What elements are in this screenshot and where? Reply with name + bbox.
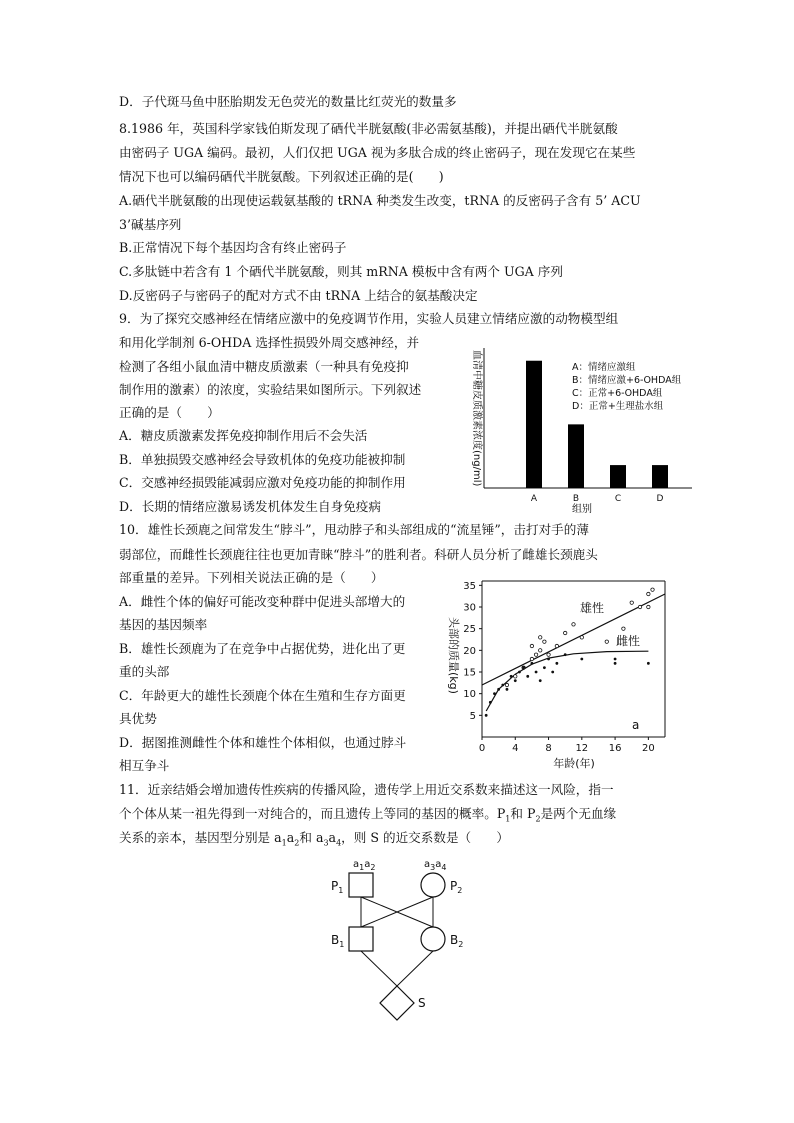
b1-male-square bbox=[349, 927, 373, 951]
q10-option-d-cont: 相互争斗 bbox=[119, 758, 170, 773]
x-tick-label: 4 bbox=[512, 743, 519, 754]
q10-stem-2: 弱部位，而雌性长颈鹿往往也更加青睐“脖斗”的胜利者。科研人员分析了雌雄长颈鹿头 bbox=[119, 547, 598, 562]
bar-tick-D: D bbox=[656, 494, 664, 504]
female-point bbox=[614, 658, 617, 661]
q9-stem-1: 9．为了探究交感神经在情绪应激中的免疫调节作用，实验人员建立情绪应激的动物模型组 bbox=[119, 311, 619, 326]
b2-female-circle bbox=[421, 927, 445, 951]
female-point bbox=[506, 688, 509, 691]
male-point bbox=[534, 653, 537, 656]
y-tick-label: 30 bbox=[463, 602, 476, 614]
q9-option-d: D．长期的情绪应激易诱发机体发生自身免疫病 bbox=[119, 499, 381, 514]
p1-label: $P_1$ bbox=[331, 879, 344, 895]
q10-stem-1: 10．雄性长颈鹿之间常发生“脖斗”，甩动脖子和头部组成的“流星锤”，击打对手的薄 bbox=[119, 522, 589, 537]
male-point bbox=[555, 644, 558, 647]
female-point bbox=[485, 714, 488, 717]
q10-option-a-cont: 基因的基因频率 bbox=[119, 617, 208, 632]
q9-option-b: B．单独损毁交感神经会导致机体的免疫功能被抑制 bbox=[119, 452, 406, 467]
q11-sub-a1: 1 bbox=[281, 838, 287, 848]
male-point bbox=[638, 605, 641, 608]
scatter-chart bbox=[440, 577, 670, 772]
male-point bbox=[630, 601, 633, 604]
x-tick-label: 0 bbox=[478, 743, 486, 754]
q11-stem-2-and: 和 P bbox=[510, 806, 536, 821]
x-tick-label: 20 bbox=[641, 743, 655, 754]
female-point bbox=[555, 662, 558, 665]
scatter-panel-label: a bbox=[632, 718, 640, 732]
male-point bbox=[547, 653, 550, 656]
q9-stem-5: 正确的是（ ） bbox=[119, 405, 220, 420]
q11-sub-a3: 3 bbox=[323, 838, 329, 848]
female-point bbox=[522, 666, 525, 669]
female-point bbox=[497, 688, 500, 691]
x-tick-label: 12 bbox=[575, 743, 589, 754]
b2-label: $B_2$ bbox=[450, 933, 464, 949]
q7-option-d: D．子代斑马鱼中胚胎期发无色荧光的数量比红荧光的数量多 bbox=[119, 94, 457, 109]
scatter-xlabel: 年龄(年) bbox=[553, 757, 595, 770]
q8-stem-2: 由密码子 UGA 编码。最初，人们仅把 UGA 视为多肽合成的终止密码子，现在发现它在某些 bbox=[119, 145, 636, 160]
q8-option-a-cont: 3’碱基序列 bbox=[119, 217, 182, 232]
q10-option-a: A．雌性个体的偏好可能改变种群中促进头部增大的 bbox=[119, 594, 406, 609]
p1-male-square bbox=[349, 873, 373, 897]
female-label: 雌性 bbox=[616, 634, 641, 648]
male-point bbox=[539, 636, 542, 639]
q8-option-b: B.正常情况下每个基因均含有终止密码子 bbox=[119, 240, 347, 255]
q10-option-b-cont: 重的头部 bbox=[119, 664, 170, 679]
q9-stem-2: 和用化学制剂 6-OHDA 选择性损毁外周交感神经，并 bbox=[119, 335, 420, 350]
y-tick-label: 20 bbox=[463, 645, 476, 657]
q9-stem-4: 制作用的激素）的浓度，实验结果如图所示。下列叙述 bbox=[119, 382, 422, 397]
q11-a: a bbox=[286, 830, 295, 845]
q8-option-d: D.反密码子与密码子的配对方式不由 tRNA 上结合的氨基酸决定 bbox=[119, 288, 478, 303]
pedigree-diagram bbox=[320, 852, 480, 1032]
q9-stem-3: 检测了各组小鼠血清中糖皮质激素（一种具有免疫抑 bbox=[119, 359, 409, 374]
female-point bbox=[526, 675, 529, 678]
q11-sub-a4: 4 bbox=[336, 838, 342, 848]
male-point bbox=[505, 683, 508, 686]
bar-legend-a: A：情绪应激组 bbox=[572, 362, 636, 373]
male-point bbox=[530, 657, 533, 660]
y-tick-label: 15 bbox=[463, 667, 476, 679]
p2-female-circle bbox=[421, 873, 445, 897]
y-tick-label: 25 bbox=[463, 624, 476, 636]
bar-legend-b: B：情绪应激+6-OHDA组 bbox=[572, 375, 682, 386]
bar-D bbox=[652, 465, 668, 488]
q11-sub-p1: 1 bbox=[505, 814, 511, 824]
q9-option-c: C．交感神经损毁能减弱应激对免疫功能的抑制作用 bbox=[119, 475, 406, 490]
bar-legend-d: D：正常+生理盐水组 bbox=[572, 401, 664, 412]
bar-xlabel: 组别 bbox=[572, 504, 592, 515]
s-label: S bbox=[418, 996, 426, 1010]
female-point bbox=[543, 666, 546, 669]
q10-option-c: C．年龄更大的雄性长颈鹿个体在生殖和生存方面更 bbox=[119, 688, 406, 703]
q8-option-a: A.硒代半胱氨酸的出现使运载氨基酸的 tRNA 种类发生改变，tRNA 的反密码子含有 5’ ACU bbox=[119, 193, 641, 208]
q11-stem-3 bbox=[119, 830, 509, 852]
p2-genotype: $a_3a_4$ bbox=[424, 859, 447, 872]
s-diamond bbox=[380, 986, 414, 1020]
male-point bbox=[572, 623, 575, 626]
bar-tick-A: A bbox=[530, 494, 538, 504]
male-point bbox=[605, 640, 608, 643]
male-point bbox=[543, 640, 546, 643]
female-point bbox=[547, 658, 550, 661]
q11-stem-3-tail: ，则 S 的近交系数是（ ） bbox=[341, 830, 509, 845]
female-point bbox=[539, 679, 542, 682]
female-point bbox=[580, 658, 583, 661]
b1-s-line bbox=[361, 951, 397, 986]
q10-stem-3: 部重量的差异。下列相关说法正确的是（ ） bbox=[119, 570, 384, 585]
female-point bbox=[514, 679, 517, 682]
male-label: 雄性 bbox=[580, 601, 605, 615]
y-tick-label: 35 bbox=[463, 580, 476, 592]
bar-tick-C: C bbox=[614, 494, 622, 504]
male-point bbox=[539, 649, 542, 652]
q8-stem-1: 8.1986 年，英国科学家钱伯斯发现了硒代半胱氨酸(非必需氨基酸)，并提出硒代半胱氨酸 bbox=[119, 121, 618, 136]
q8-option-c: C.多肽链中若含有 1 个硒代半胱氨酸，则其 mRNA 模板中含有两个 UGA 序列 bbox=[119, 264, 563, 279]
q8-stem-3: 情况下也可以编码硒代半胱氨酸。下列叙述正确的是( ) bbox=[119, 169, 444, 184]
female-point bbox=[510, 675, 513, 678]
female-point bbox=[551, 671, 554, 674]
q10-option-c-cont: 具优势 bbox=[119, 711, 157, 726]
q11-stem-2 bbox=[119, 806, 616, 828]
bar-ylabel: 血清中糖皮质激素浓度(ng/ml) bbox=[471, 350, 482, 487]
q11-a2: a bbox=[328, 830, 337, 845]
male-point bbox=[647, 592, 650, 595]
female-point bbox=[614, 662, 617, 665]
female-point bbox=[535, 671, 538, 674]
male-point bbox=[530, 644, 533, 647]
male-point bbox=[647, 605, 650, 608]
q10-option-b: B．雄性长颈鹿为了在竞争中占据优势，进化出了更 bbox=[119, 641, 406, 656]
male-point bbox=[563, 631, 566, 634]
q11-sub-a2: 2 bbox=[294, 838, 300, 848]
female-trend-line bbox=[486, 651, 648, 711]
male-point bbox=[651, 588, 654, 591]
bar-B bbox=[568, 424, 584, 488]
q11-sub-p2: 2 bbox=[535, 814, 541, 824]
x-tick-label: 16 bbox=[608, 743, 622, 754]
q11-stem-1: 11．近亲结婚会增加遗传性疾病的传播风险，遗传学上用近交系数来描述这一风险，指一 bbox=[119, 782, 614, 797]
bar-tick-B: B bbox=[572, 494, 580, 504]
bar-C bbox=[610, 465, 626, 488]
male-point bbox=[514, 675, 517, 678]
b1-label: $B_1$ bbox=[331, 933, 345, 949]
bar-A bbox=[526, 361, 542, 488]
female-point bbox=[501, 684, 504, 687]
male-point bbox=[622, 627, 625, 630]
q11-stem-2-tail: 是两个无血缘 bbox=[540, 806, 617, 821]
y-tick-label: 5 bbox=[469, 710, 476, 722]
female-point bbox=[531, 662, 534, 665]
y-tick-label: 10 bbox=[463, 689, 476, 701]
female-point bbox=[493, 692, 496, 695]
q11-stem-2-text: 个个体从某一祖先得到一对纯合的，而且遗传上等同的基因的概率。P bbox=[119, 806, 506, 821]
female-point bbox=[647, 662, 650, 665]
female-point bbox=[518, 671, 521, 674]
q10-option-d: D．据图推测雌性个体和雄性个体相似，也通过脖斗 bbox=[119, 735, 407, 750]
bar-legend-c: C：正常+6-OHDA组 bbox=[572, 388, 663, 399]
scatter-ylabel: 头部的质量(kg) bbox=[447, 617, 460, 694]
p2-label: $P_2$ bbox=[450, 879, 463, 895]
p1-genotype: $a_1a_2$ bbox=[353, 859, 376, 872]
bar-chart bbox=[464, 340, 704, 515]
male-point bbox=[580, 636, 583, 639]
female-point bbox=[564, 653, 567, 656]
q11-and: 和 a bbox=[299, 830, 324, 845]
b2-s-line bbox=[397, 951, 433, 986]
q11-stem-3-text: 关系的亲本，基因型分别是 a bbox=[119, 830, 282, 845]
x-tick-label: 8 bbox=[545, 743, 552, 754]
q9-option-a: A．糖皮质激素发挥免疫抑制作用后不会失活 bbox=[119, 428, 368, 443]
female-point bbox=[489, 701, 492, 704]
